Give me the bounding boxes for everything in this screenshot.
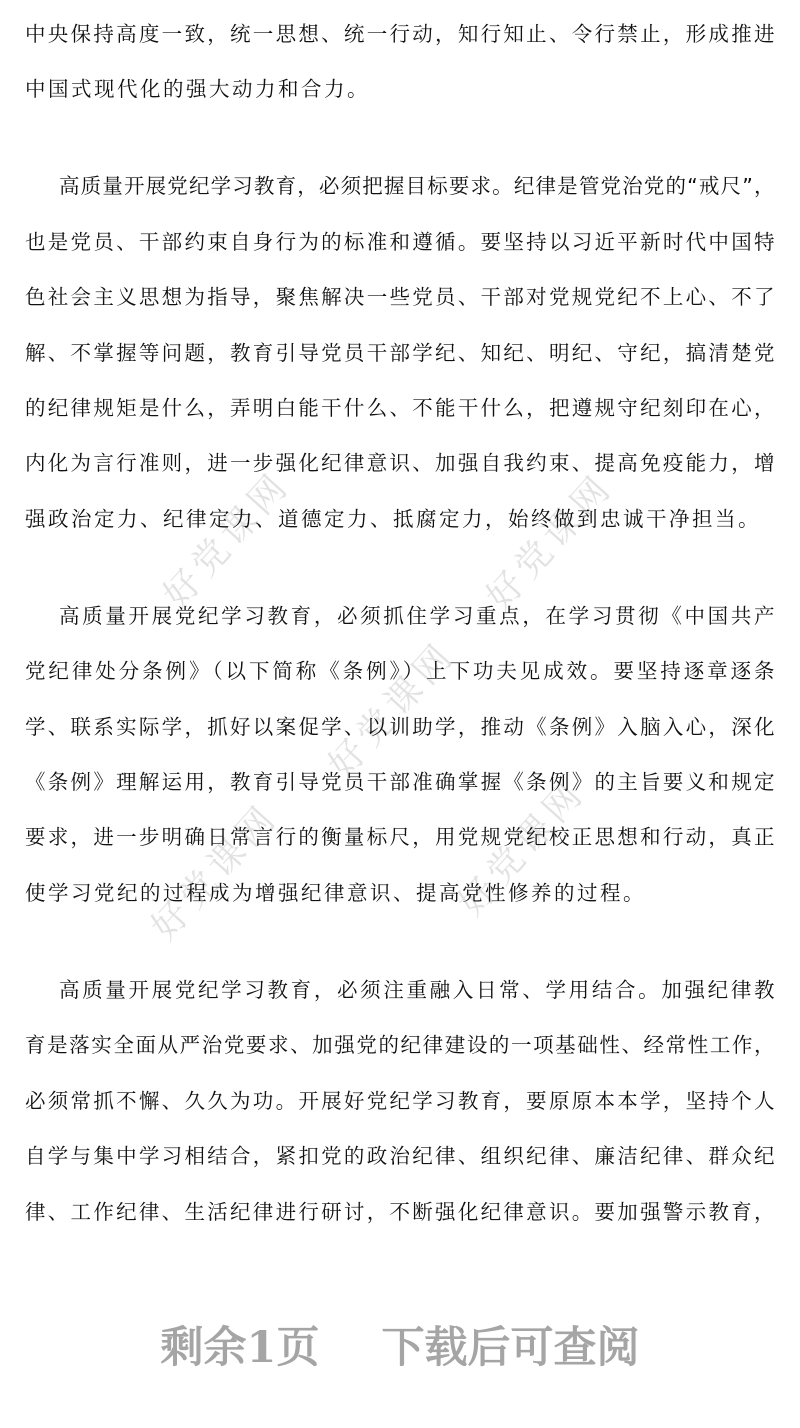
page-footer bbox=[0, 1322, 800, 1376]
text-line: 色社会主义思想为指导，聚焦解决一些党员、干部对党规党纪不上心、不了 bbox=[25, 285, 775, 310]
text-line: 的纪律规矩是什么，弄明白能干什么、不能干什么，把遵规守纪刻印在心， bbox=[25, 396, 775, 421]
text-line: 高质量开展党纪学习教育，必须把握目标要求。纪律是管党治党的“戒尺”， bbox=[59, 174, 775, 199]
text-line: 律、工作纪律、生活纪律进行研讨，不断强化纪律意识。要加强警示教育， bbox=[25, 1199, 775, 1224]
text-line: 党纪律处分条例》（以下简称《条例》）上下功夫见成效。要坚持逐章逐条 bbox=[25, 659, 775, 684]
text-line: 中央保持高度一致，统一思想、统一行动，知行知止、令行禁止，形成推进 bbox=[25, 22, 775, 46]
text-line: 要求，进一步明确日常言行的衡量标尺，用党规党纪校正思想和行动，真正 bbox=[25, 825, 775, 850]
text-line: 也是党员、干部约束自身行为的标准和遵循。要坚持以习近平新时代中国特 bbox=[25, 229, 775, 254]
text-line: 中国式现代化的强大动力和合力。 bbox=[25, 77, 370, 102]
watermark-text: 好党课网 bbox=[450, 771, 594, 925]
text-line: 《条例》理解运用，教育引导党员干部准确掌握《条例》的主旨要义和规定 bbox=[25, 770, 775, 795]
paragraph bbox=[25, 7, 775, 118]
download-hint-label: 下载后可查阅 bbox=[381, 1323, 640, 1373]
text-line: 育是落实全面从严治党要求、加强党的纪律建设的一项基础性、经常性工作， bbox=[25, 1033, 775, 1058]
watermark-text: 好党课网 bbox=[155, 463, 299, 617]
paragraph bbox=[25, 963, 775, 1240]
remaining-pages-label: 剩余1页 bbox=[160, 1323, 320, 1373]
text-line: 必须常抓不懈、久久为功。开展好党纪学习教育，要原原本本学，坚持个人 bbox=[25, 1088, 775, 1113]
text-line: 高质量开展党纪学习教育，必须注重融入日常、学用结合。加强纪律教 bbox=[59, 977, 775, 1002]
paragraph bbox=[25, 159, 775, 547]
text-line: 高质量开展党纪学习教育，必须抓住学习重点，在学习贯彻《中国共产 bbox=[59, 603, 775, 628]
text-line: 使学习党纪的过程成为增强纪律意识、提高党性修养的过程。 bbox=[25, 880, 646, 905]
text-line: 强政治定力、纪律定力、道德定力、抵腐定力，始终做到忠诚干净担当。 bbox=[25, 506, 761, 531]
watermark-text: 好党课网 bbox=[320, 633, 464, 787]
watermark-text: 好党课网 bbox=[143, 795, 287, 949]
text-line: 学、联系实际学，抓好以案促学、以训助学，推动《条例》入脑入心，深化 bbox=[25, 714, 775, 739]
paragraph bbox=[25, 589, 775, 921]
text-line: 解、不掌握等问题，教育引导党员干部学纪、知纪、明纪、守纪，搞清楚党 bbox=[25, 340, 775, 365]
text-line: 自学与集中学习相结合，紧扣党的政治纪律、组织纪律、廉洁纪律、群众纪 bbox=[25, 1144, 775, 1169]
document-body bbox=[25, 7, 775, 1282]
text-line: 内化为言行准则，进一步强化纪律意识、加强自我约束、提高免疫能力，增 bbox=[25, 451, 775, 476]
watermark-text: 好党课网 bbox=[478, 465, 622, 619]
